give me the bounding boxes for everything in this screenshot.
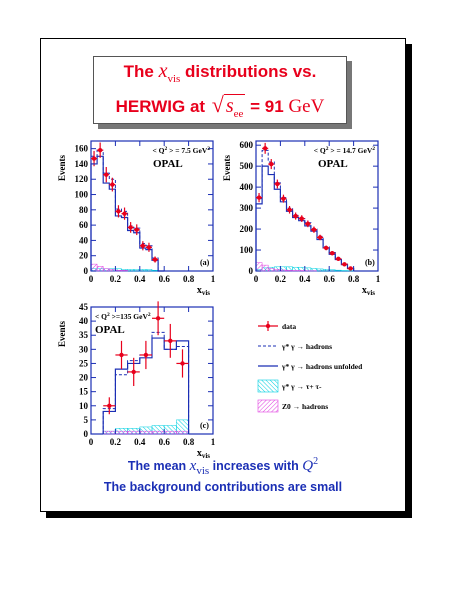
x-tick-label: 1 <box>210 437 216 447</box>
x-axis-label-subscript: vis <box>201 452 210 460</box>
x-tick-label: 0.6 <box>158 437 170 447</box>
y-tick-label: 20 <box>79 250 88 261</box>
q2-label-part: < Q <box>95 312 107 321</box>
y-axis-label: Events <box>222 155 232 182</box>
legend-label: γ* γ → τ+ τ- <box>282 382 322 391</box>
q2-label-part: > = 14.7 GeV <box>328 146 373 155</box>
y-tick-label: 20 <box>79 372 88 383</box>
y-axis-label: Events <box>57 321 67 348</box>
x-axis-label: $x_{vis}$ <box>196 285 210 297</box>
conclusion-text: The background contributions are small <box>103 480 343 494</box>
y-tick-label: 0 <box>83 429 88 439</box>
y-tick-label: 600 <box>239 140 253 151</box>
conclusion-q2 <box>302 458 318 474</box>
conclusion-line-2 <box>40 480 406 494</box>
x-tick-label: 0.6 <box>323 274 335 284</box>
x-tick-label: 1 <box>210 274 216 284</box>
legend-label: Z0 → hadrons <box>282 402 329 411</box>
y-tick-label: 40 <box>79 316 88 327</box>
y-tick-label: 35 <box>79 330 88 341</box>
title-var-subscript: vis <box>167 73 181 85</box>
y-tick-label: 10 <box>79 400 88 411</box>
y-tick-label: 25 <box>79 358 88 369</box>
q2-label-part: > = 7.5 GeV <box>167 146 208 155</box>
x-tick-label: 0.4 <box>134 274 146 284</box>
y-tick-label: 40 <box>79 235 88 246</box>
x-axis-label-subscript: vis <box>201 289 210 297</box>
conclusion-text: The mean <box>127 459 190 473</box>
legend-z0-swatch <box>258 400 278 412</box>
title-unit: GeV <box>288 96 325 117</box>
y-tick-label: 5 <box>83 414 88 425</box>
legend-label: γ* γ → hadrons <box>282 342 333 351</box>
y-tick-label: 140 <box>74 158 88 169</box>
y-tick-label: 15 <box>79 386 88 397</box>
x-axis-label-subscript: vis <box>366 289 375 297</box>
experiment-label: OPAL <box>153 158 183 170</box>
legend-item-data <box>258 321 296 331</box>
title-text: = 91 <box>245 97 289 116</box>
y-tick-label: 45 <box>79 302 88 312</box>
q2-label-superscript: 2 <box>325 146 329 152</box>
x-tick-label: 0.2 <box>109 274 122 284</box>
q2-label-superscript: 2 <box>207 146 210 152</box>
q2-label-superscript: 2 <box>147 312 151 318</box>
x-tick-label: 0.4 <box>134 437 146 447</box>
x-tick-label: 0.6 <box>158 274 170 284</box>
title-text: HERWIG at <box>115 97 210 116</box>
conclusion-q-symbol: Q <box>302 458 314 474</box>
sqrt-sign-icon: √ <box>211 92 224 117</box>
q2-label-superscript: 2 <box>106 312 110 318</box>
q2-label-part: < Q <box>152 146 165 155</box>
conclusion-line-1 <box>40 456 406 477</box>
y-tick-label: 400 <box>239 182 253 193</box>
y-tick-label: 80 <box>79 204 88 215</box>
q2-label-superscript: 2 <box>372 146 375 152</box>
y-tick-label: 100 <box>239 245 253 256</box>
y-tick-label: 100 <box>74 189 88 200</box>
y-tick-label: 60 <box>79 220 88 231</box>
x-tick-label: 0.2 <box>274 274 287 284</box>
legend-item-tau <box>258 380 322 392</box>
experiment-label: OPAL <box>95 324 125 336</box>
x-tick-label: 0 <box>88 274 94 284</box>
title-text: The <box>123 62 159 81</box>
panel-label: (c) <box>200 421 209 430</box>
conclusion-q-superscript: 2 <box>313 456 319 467</box>
legend-item-z0 <box>258 400 328 412</box>
x-tick-label: 0 <box>88 437 94 447</box>
experiment-label: OPAL <box>318 158 348 170</box>
y-tick-label: 200 <box>239 224 253 235</box>
panel-label: (b) <box>365 258 375 267</box>
sqrt-symbol: s <box>225 95 234 117</box>
y-tick-label: 300 <box>239 203 253 214</box>
panel-label: (a) <box>200 258 210 267</box>
y-tick-label: 30 <box>79 344 88 355</box>
x-tick-label: 0.8 <box>347 274 360 284</box>
y-tick-label: 120 <box>74 174 88 185</box>
title-text: distributions vs. <box>180 62 317 81</box>
y-tick-label: 0 <box>248 266 253 276</box>
conclusion-variable <box>189 458 210 477</box>
legend-data-marker <box>266 324 270 328</box>
y-tick-label: 0 <box>83 266 88 276</box>
y-tick-label: 500 <box>239 161 253 172</box>
conclusion-text: increases with <box>209 459 303 473</box>
q2-label-superscript: 2 <box>164 146 168 152</box>
legend-item-herwig <box>258 342 332 351</box>
y-axis-label: Events <box>57 155 67 182</box>
x-tick-label: 0.2 <box>109 437 122 447</box>
title-var-symbol: x <box>158 60 168 82</box>
x-tick-label: 0.8 <box>182 274 195 284</box>
x-tick-label: 0.4 <box>299 274 311 284</box>
x-tick-label: 0.8 <box>182 437 195 447</box>
x-tick-label: 0 <box>253 274 259 284</box>
legend-tau-swatch <box>258 380 278 392</box>
q2-label-part: < Q <box>313 146 326 155</box>
legend-item-unfolded <box>258 362 363 371</box>
x-axis-label: $x_{vis}$ <box>196 448 210 460</box>
conclusion-var-subscript: vis <box>196 465 210 477</box>
legend-label: γ* γ → hadrons unfolded <box>282 362 363 371</box>
sqrt-subscript: ee <box>233 108 244 120</box>
q2-label-part: >=135 GeV <box>109 312 148 321</box>
x-tick-label: 1 <box>375 274 381 284</box>
conclusion-var-symbol: x <box>189 458 197 474</box>
y-tick-label: 160 <box>74 143 88 154</box>
legend-label: data <box>282 322 297 331</box>
x-axis-label: $x_{vis}$ <box>361 285 375 297</box>
